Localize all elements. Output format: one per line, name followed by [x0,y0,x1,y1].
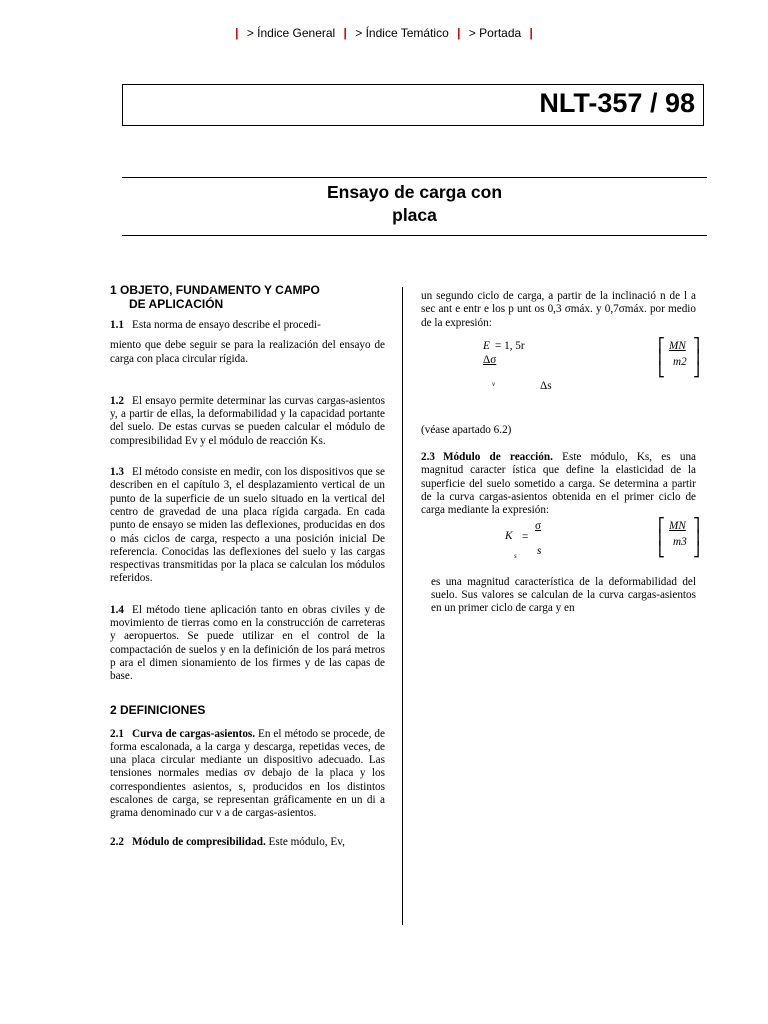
formula-ks-lhs: K [505,529,513,542]
formula-ks-unit-num: MN [669,519,686,532]
paragraph-1-3 [110,466,385,586]
bracket-left: ⎡ ⎢ ⎣ [658,338,665,378]
bracket-right: ⎤ ⎥ ⎦ [693,338,700,378]
paragraph-number: 1.3 [110,466,124,479]
nav-link-portada[interactable]: > Portada [468,26,522,40]
paragraph-2-3 [421,451,696,517]
paragraph-2-1-heading: Curva de cargas-asientos. [131,727,256,740]
bracket-right: ⎤ ⎥ ⎦ [693,518,700,558]
bracket-left: ⎡ ⎢ ⎣ [658,518,665,558]
nav-link-indice-general[interactable]: > Índice General [246,26,336,40]
top-navigation [0,26,768,40]
section-1-title-b: DE APLICACIÓN [129,297,224,311]
formula-ks-sigma: σ [535,519,542,532]
formula-ev-lhs: E [483,339,490,352]
section-2-heading: 2 DEFINICIONES [110,702,206,717]
paragraph-2-2 [110,836,385,849]
paragraph-after-formula: es una magnitud característica de la deformabilidad del suelo. Sus valores se calculan de la curva cargas-asientos en un primer ciclo de carga y en [431,575,696,615]
formula-ev-unit-den: m2 [673,355,687,368]
paragraph-1-4 [110,604,385,684]
paragraph-number: 2.1 [110,727,124,740]
formula-ks [421,518,700,566]
paragraph-1-1-text-a: Esta norma de ensayo describe el procedi- [131,319,321,331]
formula-ks-sub-s: s [514,551,517,560]
paragraph-number: 1.1 [110,319,124,331]
paragraph-1-3-text: El método consiste en medir, con los dispositivos que se describen en el capítulo 3, el desplazamiento vertical de un punto de la superficie de un suelo situado en la vertical del centro de gravedad de una placa rígida cargada. En cada punto de ensayo se miden las deflexiones, producidas en dos o más ciclos de carga, respecto a una posición inicial De referencia. Conocidas las deflexiones del suelo y las cargas respectivas transmitidas por la placa se calculan los módulos referidos. [110,466,385,585]
section-1-title-a: 1 OBJETO, FUNDAMENTO Y CAMPO [110,283,320,297]
paragraph-1-2-text: El ensayo permite determinar las curvas cargas-asientos y, a partir de ellas, la deformabilidad y la capacidad portante del suelo. De estas curvas se pueden calcular el módulo de compresibilidad Ev y el módulo de reacción Ks. [110,394,385,447]
paragraph-number: 2.3 [421,451,435,464]
formula-ev [421,338,700,418]
paragraph-number: 2.2 [110,835,124,848]
title-rule-bottom [122,235,707,236]
paragraph-1-2 [110,395,385,448]
nav-separator: | [343,26,347,40]
formula-ev-delta-s: Δs [540,379,552,392]
paragraph-1-4-text: El método tiene aplicación tanto en obras civiles y de movimiento de tierras como en la construcción de carreteras y aeropuertos. Se puede utilizar en el control de la compactación de suelos y en la definición de los pará metros p ara el dimen sionamiento de los firmes y de las capas de base. [110,603,385,683]
paragraph-continuation: un segundo ciclo de carga, a partir de la inclinació n de l a sec ant e entr e los p unt os 0,3 σmáx. y 0,7σmáx. por medio de la expresión: [421,290,696,329]
nav-link-indice-tematico[interactable]: > Índice Temático [355,26,449,40]
nav-separator: | [235,26,239,40]
paragraph-2-3-text: Este módulo, Ks, es una magnitud caracter ística que define la elasticidad de la superficie del suelo sometido a carga. Se determina a partir de la curva cargas-asientos obtenida en el primer ciclo de carga mediante la expresión: [421,451,696,517]
left-column [110,283,385,849]
title-rule-top [122,177,707,178]
paragraph-2-3-heading: Módulo de reacción. [442,451,553,464]
page-title [122,181,707,227]
paragraph-number: 1.2 [110,394,124,407]
nav-separator: | [529,26,533,40]
formula-ev-sub-v: v [492,379,496,388]
paragraph-2-2-text: Este módulo, Ev, [268,835,345,848]
paragraph-1-1 [110,319,385,332]
see-reference: (véase apartado 6.2) [421,423,512,436]
formula-ev-unit-num: MN [669,339,686,352]
section-1-heading [110,283,385,311]
paragraph-number: 1.4 [110,603,124,616]
paragraph-2-1-text: En el método se procede, de forma escalonada, a la carga y descarga, repetidas veces, de una placa circular mediante un dispositivo adecuado. Las tensiones normales medias σv debajo de la placa y los correspondientes asientos, s, producidos en los distintos escalones de carga, se representan gráficamente en un di a grama denominado cur v a de cargas-asientos. [110,727,385,820]
standard-code: NLT-357 / 98 [539,88,695,118]
paragraph-2-1 [110,728,385,821]
formula-ks-eq: = [522,530,529,543]
formula-ks-unit-den: m3 [673,535,687,548]
title-line-2: placa [392,205,437,225]
right-column [421,290,700,616]
paragraph-2-2-heading: Módulo de compresibilidad. [131,835,266,848]
standard-code-box [122,84,704,126]
formula-ev-delta-sigma: Δσ [483,353,497,366]
title-line-1: Ensayo de carga con [326,182,503,202]
nav-separator: | [457,26,461,40]
paragraph-1-1-text-b: miento que debe seguir se para la realización del ensayo de carga con placa circular rígida. [110,339,385,365]
formula-ks-s: s [537,544,542,557]
formula-ev-eq: = 1, 5r [495,339,525,352]
column-divider [402,287,403,925]
